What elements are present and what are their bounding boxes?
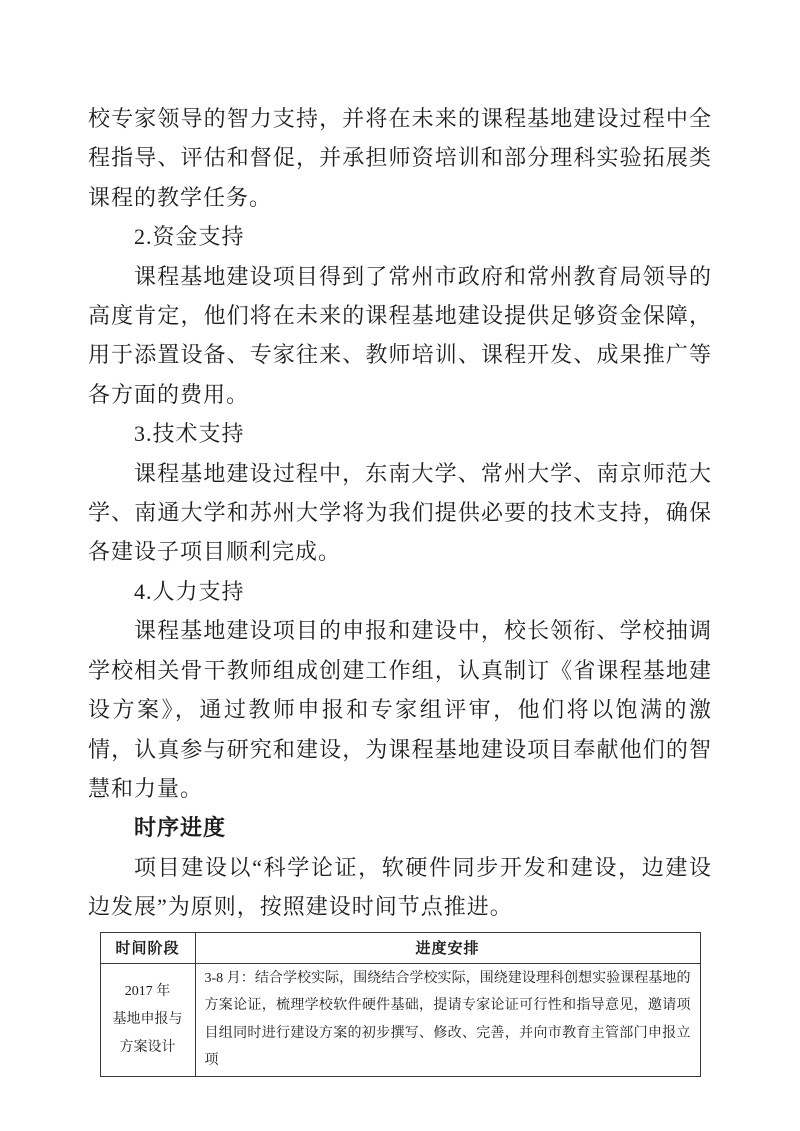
schedule-table-row-2017 (100, 963, 700, 1076)
paragraph-schedule-principle: 项目建设以“科学论证，软硬件同步开发和建设，边建设边发展”为原则，按照建设时间节点推进。 (88, 854, 712, 920)
stage-line-year: 2017 年 (124, 984, 171, 1000)
section-heading-funding-support: 2.资金支持 (134, 224, 245, 250)
column-header-progress-arrangement: 进度安排 (195, 932, 700, 963)
column-header-time-stage: 时间阶段 (100, 932, 195, 963)
stage-line-design: 方案设计 (119, 1039, 176, 1055)
section-heading-manpower-support: 4.人力支持 (134, 578, 245, 604)
paragraph-continuation: 校专家领导的智力支持，并将在未来的课程基地建设过程中全程指导、评估和督促，并承担师资培训和部分理科实验拓展类课程的教学任务。 (88, 106, 712, 210)
schedule-detail-cell: 3-8 月：结合学校实际，围绕结合学校实际，围绕建设理科创想实验课程基地的方案论证，梳理学校软件硬件基础，提请专家论证可行性和指导意见，邀请项目组同时进行建设方案的初步撰写、修改、完善，并向市教育主管部门申报立项 (195, 963, 700, 1076)
section-heading-technical-support: 3.技术支持 (134, 421, 245, 447)
section-heading-schedule: 时序进度 (134, 815, 227, 841)
schedule-table-header-row (100, 932, 700, 963)
paragraph-technical-support: 课程基地建设过程中，东南大学、常州大学、南京师范大学、南通大学和苏州大学将为我们提供必要的技术支持，确保各建设子项目顺利完成。 (88, 460, 712, 565)
stage-line-application: 基地申报与 (112, 1011, 183, 1027)
stage-cell-2017 (100, 963, 195, 1076)
paragraph-manpower-support: 课程基地建设项目的申报和建设中，校长领衔、学校抽调学校相关骨干教师组成创建工作组，认真制订《省课程基地建设方案》，通过教师申报和专家组评审，他们将以饱满的激情，认真参与研究和建设，为课程基地建设项目奉献他们的智慧和力量。 (88, 618, 712, 801)
schedule-table (100, 932, 701, 1077)
paragraph-funding-support: 课程基地建设项目得到了常州市政府和常州教育局领导的高度肯定，他们将在未来的课程基地建设提供足够资金保障，用于添置设备、专家往来、教师培训、课程开发、成果推广等各方面的费用。 (88, 263, 712, 407)
